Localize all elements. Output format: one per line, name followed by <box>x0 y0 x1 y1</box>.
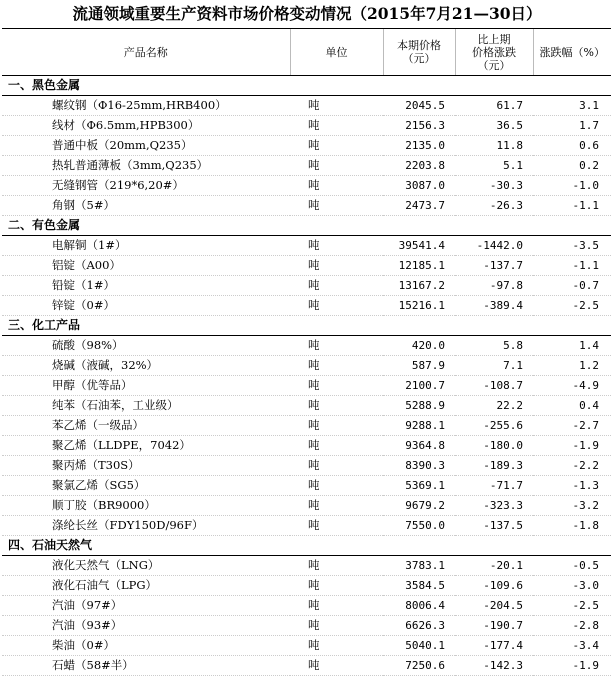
change-cell: -177.4 <box>455 636 533 656</box>
percent-cell: 0.2 <box>533 156 611 176</box>
change-cell: -71.7 <box>455 476 533 496</box>
section-row <box>2 216 611 236</box>
unit-cell: 吨 <box>290 516 383 536</box>
change-cell: -255.6 <box>455 416 533 436</box>
percent-cell: -2.2 <box>533 456 611 476</box>
product-name-cell: 硫酸（98%） <box>2 336 290 356</box>
unit-cell: 吨 <box>290 496 383 516</box>
table-row <box>2 116 611 136</box>
price-cell: 2045.5 <box>383 96 455 116</box>
unit-cell: 吨 <box>290 596 383 616</box>
unit-cell: 吨 <box>290 156 383 176</box>
change-cell: -389.4 <box>455 296 533 316</box>
product-name-cell: 石蜡（58#半） <box>2 656 290 676</box>
product-name-cell: 聚氯乙烯（SG5） <box>2 476 290 496</box>
section-title: 四、石油天然气 <box>2 536 611 556</box>
unit-cell: 吨 <box>290 296 383 316</box>
price-cell: 8006.4 <box>383 596 455 616</box>
section-row <box>2 76 611 96</box>
change-cell: -97.8 <box>455 276 533 296</box>
table-row <box>2 256 611 276</box>
table-row <box>2 596 611 616</box>
percent-cell: 1.7 <box>533 116 611 136</box>
price-cell: 9679.2 <box>383 496 455 516</box>
percent-cell: 3.1 <box>533 96 611 116</box>
unit-cell: 吨 <box>290 236 383 256</box>
change-cell: 11.8 <box>455 136 533 156</box>
percent-cell: -1.8 <box>533 516 611 536</box>
change-cell: 7.1 <box>455 356 533 376</box>
price-cell: 3584.5 <box>383 576 455 596</box>
percent-cell: -1.9 <box>533 656 611 676</box>
product-name-cell: 汽油（93#） <box>2 616 290 636</box>
change-cell: -142.3 <box>455 656 533 676</box>
header-change: 比上期 价格涨跌 （元） <box>455 29 533 76</box>
change-cell: 36.5 <box>455 116 533 136</box>
percent-cell: -3.2 <box>533 496 611 516</box>
change-cell: -189.3 <box>455 456 533 476</box>
change-cell: -204.5 <box>455 596 533 616</box>
price-cell: 8390.3 <box>383 456 455 476</box>
price-cell: 13167.2 <box>383 276 455 296</box>
header-price: 本期价格 （元） <box>383 29 455 76</box>
table-row <box>2 496 611 516</box>
percent-cell: 0.6 <box>533 136 611 156</box>
header-unit: 单位 <box>290 29 383 76</box>
price-cell: 5369.1 <box>383 476 455 496</box>
product-name-cell: 热轧普通薄板（3mm,Q235） <box>2 156 290 176</box>
change-cell: -180.0 <box>455 436 533 456</box>
unit-cell: 吨 <box>290 636 383 656</box>
product-name-cell: 液化天然气（LNG） <box>2 556 290 576</box>
percent-cell: -4.9 <box>533 376 611 396</box>
table-row <box>2 196 611 216</box>
table-header-row <box>2 29 611 76</box>
percent-cell: -0.7 <box>533 276 611 296</box>
product-name-cell: 螺纹钢（Φ16-25mm,HRB400） <box>2 96 290 116</box>
section-title: 一、黑色金属 <box>2 76 611 96</box>
price-cell: 2100.7 <box>383 376 455 396</box>
table-row <box>2 396 611 416</box>
product-name-cell: 液化石油气（LPG） <box>2 576 290 596</box>
price-cell: 12185.1 <box>383 256 455 276</box>
unit-cell: 吨 <box>290 376 383 396</box>
table-row <box>2 656 611 676</box>
change-cell: -323.3 <box>455 496 533 516</box>
header-product-name: 产品名称 <box>2 29 290 76</box>
product-name-cell: 汽油（97#） <box>2 596 290 616</box>
unit-cell: 吨 <box>290 136 383 156</box>
table-row <box>2 136 611 156</box>
section-row <box>2 316 611 336</box>
product-name-cell: 角钢（5#） <box>2 196 290 216</box>
product-name-cell: 锌锭（0#） <box>2 296 290 316</box>
unit-cell: 吨 <box>290 476 383 496</box>
change-cell: -137.7 <box>455 256 533 276</box>
unit-cell: 吨 <box>290 116 383 136</box>
price-cell: 9364.8 <box>383 436 455 456</box>
unit-cell: 吨 <box>290 396 383 416</box>
price-cell: 2156.3 <box>383 116 455 136</box>
price-cell: 7250.6 <box>383 656 455 676</box>
price-cell: 9288.1 <box>383 416 455 436</box>
percent-cell: -3.0 <box>533 576 611 596</box>
unit-cell: 吨 <box>290 196 383 216</box>
product-name-cell: 柴油（0#） <box>2 636 290 656</box>
percent-cell: 1.2 <box>533 356 611 376</box>
percent-cell: -2.7 <box>533 416 611 436</box>
price-cell: 15216.1 <box>383 296 455 316</box>
percent-cell: -1.1 <box>533 256 611 276</box>
price-cell: 587.9 <box>383 356 455 376</box>
table-row <box>2 376 611 396</box>
change-cell: 61.7 <box>455 96 533 116</box>
percent-cell: -2.8 <box>533 616 611 636</box>
table-row <box>2 556 611 576</box>
price-cell: 3087.0 <box>383 176 455 196</box>
change-cell: 5.8 <box>455 336 533 356</box>
percent-cell: -0.5 <box>533 556 611 576</box>
product-name-cell: 聚丙烯（T30S） <box>2 456 290 476</box>
change-cell: -109.6 <box>455 576 533 596</box>
section-row <box>2 536 611 556</box>
product-name-cell: 铅锭（1#） <box>2 276 290 296</box>
change-cell: -108.7 <box>455 376 533 396</box>
table-row <box>2 296 611 316</box>
price-table <box>2 28 611 676</box>
product-name-cell: 纯苯（石油苯，工业级） <box>2 396 290 416</box>
product-name-cell: 电解铜（1#） <box>2 236 290 256</box>
table-row <box>2 516 611 536</box>
unit-cell: 吨 <box>290 256 383 276</box>
table-body <box>2 76 611 676</box>
table-row <box>2 96 611 116</box>
unit-cell: 吨 <box>290 276 383 296</box>
product-name-cell: 无缝钢管（219*6,20#） <box>2 176 290 196</box>
product-name-cell: 普通中板（20mm,Q235） <box>2 136 290 156</box>
product-name-cell: 甲醇（优等品） <box>2 376 290 396</box>
table-row <box>2 156 611 176</box>
price-cell: 7550.0 <box>383 516 455 536</box>
price-cell: 420.0 <box>383 336 455 356</box>
percent-cell: -1.1 <box>533 196 611 216</box>
percent-cell: -2.5 <box>533 596 611 616</box>
unit-cell: 吨 <box>290 176 383 196</box>
percent-cell: -1.9 <box>533 436 611 456</box>
table-row <box>2 236 611 256</box>
table-row <box>2 176 611 196</box>
table-row <box>2 436 611 456</box>
change-cell: -137.5 <box>455 516 533 536</box>
change-cell: -1442.0 <box>455 236 533 256</box>
percent-cell: -3.5 <box>533 236 611 256</box>
table-row <box>2 416 611 436</box>
unit-cell: 吨 <box>290 616 383 636</box>
unit-cell: 吨 <box>290 356 383 376</box>
product-name-cell: 顺丁胶（BR9000） <box>2 496 290 516</box>
section-title: 二、有色金属 <box>2 216 611 236</box>
price-cell: 3783.1 <box>383 556 455 576</box>
table-row <box>2 336 611 356</box>
table-row <box>2 576 611 596</box>
percent-cell: -1.3 <box>533 476 611 496</box>
unit-cell: 吨 <box>290 336 383 356</box>
table-row <box>2 616 611 636</box>
table-row <box>2 476 611 496</box>
change-cell: -20.1 <box>455 556 533 576</box>
product-name-cell: 聚乙烯（LLDPE，7042） <box>2 436 290 456</box>
price-cell: 39541.4 <box>383 236 455 256</box>
unit-cell: 吨 <box>290 416 383 436</box>
change-cell: 22.2 <box>455 396 533 416</box>
change-cell: -190.7 <box>455 616 533 636</box>
change-cell: 5.1 <box>455 156 533 176</box>
section-title: 三、化工产品 <box>2 316 611 336</box>
percent-cell: -2.5 <box>533 296 611 316</box>
percent-cell: -3.4 <box>533 636 611 656</box>
price-cell: 5040.1 <box>383 636 455 656</box>
price-cell: 2473.7 <box>383 196 455 216</box>
percent-cell: 1.4 <box>533 336 611 356</box>
unit-cell: 吨 <box>290 456 383 476</box>
unit-cell: 吨 <box>290 656 383 676</box>
unit-cell: 吨 <box>290 556 383 576</box>
percent-cell: 0.4 <box>533 396 611 416</box>
table-row <box>2 276 611 296</box>
page-title: 流通领域重要生产资料市场价格变动情况（2015年7月21—30日） <box>72 4 542 23</box>
unit-cell: 吨 <box>290 436 383 456</box>
price-cell: 2203.8 <box>383 156 455 176</box>
unit-cell: 吨 <box>290 576 383 596</box>
price-cell: 6626.3 <box>383 616 455 636</box>
change-cell: -30.3 <box>455 176 533 196</box>
table-row <box>2 356 611 376</box>
header-percent: 涨跌幅（%） <box>533 29 611 76</box>
change-cell: -26.3 <box>455 196 533 216</box>
table-row <box>2 456 611 476</box>
product-name-cell: 涤纶长丝（FDY150D/96F） <box>2 516 290 536</box>
product-name-cell: 线材（Φ6.5mm,HPB300） <box>2 116 290 136</box>
product-name-cell: 苯乙烯（一级品） <box>2 416 290 436</box>
price-cell: 2135.0 <box>383 136 455 156</box>
product-name-cell: 烧碱（液碱，32%） <box>2 356 290 376</box>
product-name-cell: 铝锭（A00） <box>2 256 290 276</box>
unit-cell: 吨 <box>290 96 383 116</box>
price-cell: 5288.9 <box>383 396 455 416</box>
percent-cell: -1.0 <box>533 176 611 196</box>
table-row <box>2 636 611 656</box>
